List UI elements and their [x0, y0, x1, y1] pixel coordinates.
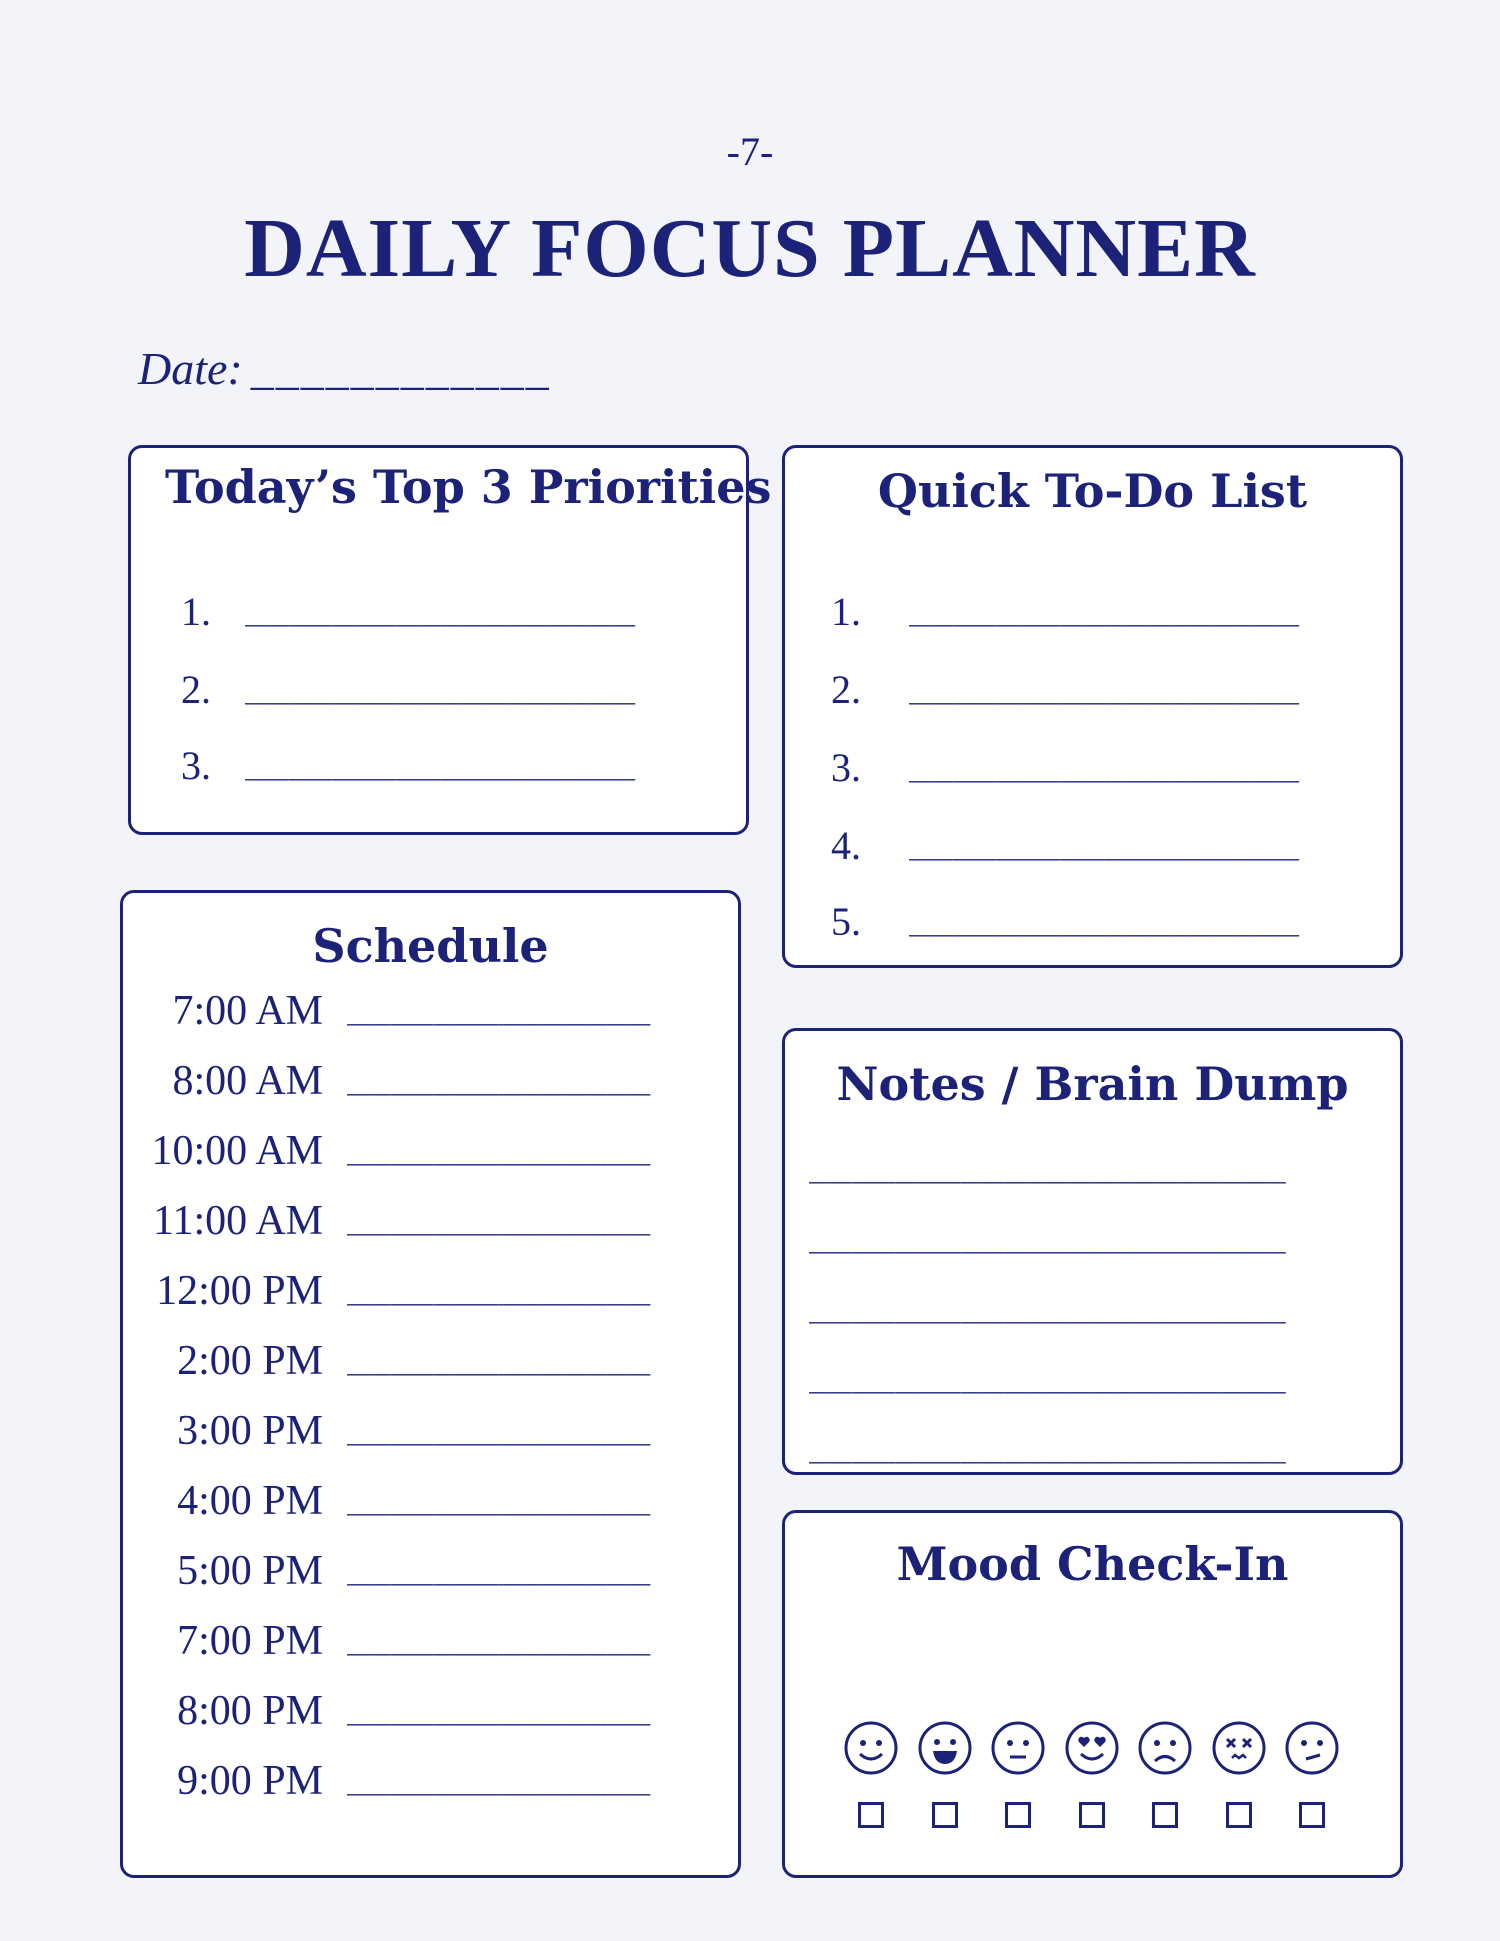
schedule-line[interactable]: ______________	[347, 1265, 651, 1306]
schedule-line[interactable]: ______________	[347, 1405, 651, 1446]
todo-line[interactable]: __________________	[909, 820, 1300, 861]
mood-checkbox[interactable]	[1005, 1802, 1031, 1828]
schedule-time: 2:00 PM	[177, 1338, 323, 1384]
schedule-time: 5:00 PM	[177, 1548, 323, 1594]
todo-line[interactable]: __________________	[909, 742, 1300, 783]
schedule-time: 3:00 PM	[177, 1408, 323, 1454]
priorities-box	[128, 445, 772, 835]
schedule-time: 9:00 PM	[177, 1758, 323, 1804]
notes-box	[782, 1028, 1403, 1475]
notes-title: Notes / Brain Dump	[836, 1057, 1349, 1111]
schedule-line[interactable]: ______________	[347, 1475, 651, 1516]
mood-checkbox[interactable]	[932, 1802, 958, 1828]
smile-icon	[843, 1720, 899, 1776]
date-blank-line[interactable]: ____________	[250, 343, 551, 394]
date-field[interactable]	[138, 342, 551, 395]
schedule-line[interactable]: ______________	[347, 1125, 651, 1166]
notes-line[interactable]: ______________________	[809, 1353, 1286, 1394]
todo-line[interactable]: __________________	[909, 664, 1300, 705]
schedule-line[interactable]: ______________	[347, 1685, 651, 1726]
mood-checkbox[interactable]	[1299, 1802, 1325, 1828]
page-number: -7-	[726, 129, 774, 174]
mood-checkbox[interactable]	[858, 1802, 884, 1828]
schedule-line[interactable]: ______________	[347, 985, 651, 1026]
schedule-time: 4:00 PM	[177, 1478, 323, 1524]
todo-line[interactable]: __________________	[909, 896, 1300, 937]
notes-line[interactable]: ______________________	[809, 1143, 1286, 1184]
schedule-time: 10:00 AM	[151, 1128, 323, 1174]
todo-number: 3.	[831, 745, 861, 790]
heart-eyes-icon	[1064, 1720, 1120, 1776]
notes-line[interactable]: ______________________	[809, 1213, 1286, 1254]
schedule-line[interactable]: ______________	[347, 1335, 651, 1376]
schedule-time: 8:00 PM	[177, 1688, 323, 1734]
mood-box	[782, 1510, 1403, 1878]
grin-icon	[917, 1720, 973, 1776]
mood-title: Mood Check-In	[896, 1537, 1289, 1591]
confused-icon	[1284, 1720, 1340, 1776]
schedule-time: 7:00 PM	[177, 1618, 323, 1664]
mood-checkbox[interactable]	[1152, 1802, 1178, 1828]
notes-line[interactable]: ______________________	[809, 1283, 1286, 1324]
notes-line[interactable]: ______________________	[809, 1423, 1286, 1464]
neutral-icon	[990, 1720, 1046, 1776]
schedule-line[interactable]: ______________	[347, 1615, 651, 1656]
schedule-line[interactable]: ______________	[347, 1545, 651, 1586]
priority-number: 3.	[181, 743, 211, 788]
date-label: Date:	[138, 343, 243, 394]
mood-checkbox[interactable]	[1226, 1802, 1252, 1828]
priority-line[interactable]: __________________	[245, 740, 636, 781]
priority-line[interactable]: __________________	[245, 664, 636, 705]
todo-box	[782, 445, 1403, 968]
schedule-time: 11:00 AM	[153, 1198, 323, 1244]
schedule-time: 12:00 PM	[156, 1268, 323, 1314]
schedule-time: 8:00 AM	[172, 1058, 323, 1104]
schedule-box	[120, 890, 741, 1878]
dizzy-icon	[1211, 1720, 1267, 1776]
schedule-line[interactable]: ______________	[347, 1755, 651, 1796]
mood-checkbox[interactable]	[1079, 1802, 1105, 1828]
priority-number: 2.	[181, 667, 211, 712]
schedule-title: Schedule	[312, 919, 549, 973]
sad-icon	[1137, 1720, 1193, 1776]
priorities-title: Today’s Top 3 Priorities	[165, 460, 772, 514]
todo-number: 1.	[831, 589, 861, 634]
todo-number: 4.	[831, 823, 861, 868]
schedule-time: 7:00 AM	[172, 988, 323, 1034]
todo-line[interactable]: __________________	[909, 586, 1300, 627]
schedule-line[interactable]: ______________	[347, 1055, 651, 1096]
todo-title: Quick To-Do List	[877, 464, 1308, 518]
todo-number: 2.	[831, 667, 861, 712]
priority-number: 1.	[181, 589, 211, 634]
todo-number: 5.	[831, 899, 861, 944]
schedule-line[interactable]: ______________	[347, 1195, 651, 1236]
priority-line[interactable]: __________________	[245, 586, 636, 627]
page-title: DAILY FOCUS PLANNER	[244, 202, 1256, 295]
